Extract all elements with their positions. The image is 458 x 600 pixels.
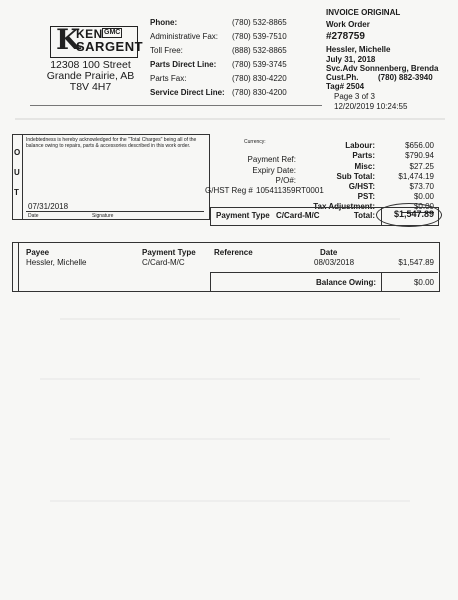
payee-header: Payee	[26, 248, 50, 257]
gst-reg-label: G/HST Reg #	[205, 186, 253, 195]
service-direct-value: (780) 830-4200	[232, 88, 287, 97]
address-line-2: Grande Prairie, AB	[46, 70, 135, 82]
date-label: Date	[28, 213, 39, 219]
scan-artifact	[50, 500, 410, 502]
gst-label: G/HST:	[348, 182, 375, 191]
address-line-1: 12308 100 Street	[50, 59, 131, 71]
toll-free-value: (888) 532-8865	[232, 46, 287, 55]
logo-brand-top: KEN	[76, 27, 103, 41]
gst-value: $73.70	[409, 182, 434, 191]
logo-brand-bottom: SARGENT	[76, 39, 144, 54]
payment-type-header: Payment Type	[142, 248, 196, 257]
tax-adjustment-value: $0.00	[413, 202, 434, 211]
header-divider	[30, 105, 322, 106]
balance-left-rule	[210, 272, 211, 291]
reference-header: Reference	[214, 248, 253, 257]
parts-direct-value: (780) 539-3745	[232, 60, 287, 69]
payee-name: Hessler, Michelle	[26, 258, 87, 267]
logo-k-mark: K	[56, 23, 81, 56]
tag-number: Tag# 2504	[326, 82, 365, 91]
out-box-divider	[22, 134, 23, 220]
service-advisor: Svc.Adv Sonnenberg, Brenda	[326, 64, 439, 73]
phone-label: Phone:	[150, 18, 178, 27]
gst-reg-number: 105411359RT0001	[256, 186, 324, 195]
dealer-address	[28, 60, 153, 93]
address-line-3: T8V 4H7	[69, 81, 112, 93]
parts-direct-label: Parts Direct Line:	[150, 60, 217, 69]
signature-line	[26, 211, 204, 212]
payment-type-cell: C/Card-M/C	[142, 258, 185, 267]
cust-phone-label: Cust.Ph.	[326, 73, 359, 82]
payment-type-value: C/Card-M/C	[276, 211, 320, 220]
labour-label: Labour:	[345, 141, 375, 150]
invoice-date: July 31, 2018	[326, 55, 376, 64]
parts-label: Parts:	[352, 151, 375, 160]
indebtedness-text: Indebtedness is hereby acknowledged for the "Total Charges" being all of the balance owing to repairs, parts & accessories described in this work order.	[26, 137, 197, 149]
scan-artifact	[40, 378, 420, 380]
balance-owing-value: $0.00	[413, 278, 434, 287]
scan-artifact	[60, 318, 400, 320]
po-number-label: P/O#:	[275, 176, 296, 185]
total-value: $1,547.89	[393, 209, 434, 219]
invoice-heading: INVOICE ORIGINAL	[326, 8, 401, 17]
service-direct-label: Service Direct Line:	[150, 88, 225, 97]
admin-fax-label: Administrative Fax:	[150, 32, 219, 41]
currency-label: Currency:	[244, 139, 266, 145]
total-label: Total:	[353, 211, 375, 220]
toll-free-label: Toll Free:	[150, 46, 183, 55]
labour-value: $656.00	[405, 141, 434, 150]
parts-value: $790.94	[405, 151, 434, 160]
admin-fax-value: (780) 539-7510	[232, 32, 287, 41]
invoice-customer: Hessler, Michelle	[326, 45, 391, 54]
payment-ref-label: Payment Ref:	[247, 155, 296, 164]
out-letter-t: T	[14, 188, 19, 197]
subtotal-label: Sub Total:	[336, 172, 375, 181]
tax-adjustment-label: Tax Adjustment:	[313, 202, 375, 211]
handwritten-total-circle	[376, 203, 442, 227]
work-order-label: Work Order	[326, 20, 370, 29]
scan-artifact	[70, 438, 390, 440]
balance-top-rule	[210, 272, 438, 273]
parts-fax-label: Parts Fax:	[150, 74, 187, 83]
misc-label: Misc:	[354, 162, 375, 171]
cust-phone-value: (780) 882-3940	[378, 73, 433, 82]
signature-date: 07/31/2018	[28, 202, 69, 211]
balance-divider	[381, 272, 382, 291]
logo-gmc-badge: GMC	[104, 29, 121, 36]
pst-label: PST:	[357, 192, 375, 201]
printed-timestamp: 12/20/2019 10:24:55	[334, 102, 408, 111]
page-number: Page 3 of 3	[334, 92, 375, 101]
parts-fax-value: (780) 830-4220	[232, 74, 287, 83]
misc-value: $27.25	[409, 162, 434, 171]
payment-type-label: Payment Type	[216, 211, 270, 220]
subtotal-value: $1,474.19	[398, 172, 434, 181]
work-order-number: #278759	[326, 31, 365, 42]
signature-label: Signature	[92, 213, 114, 219]
phone-value: (780) 532-8865	[232, 18, 287, 27]
pst-value: $0.00	[413, 192, 434, 201]
payment-table-left-rule	[18, 243, 19, 292]
scan-artifact	[15, 118, 445, 120]
balance-owing-label: Balance Owing:	[316, 278, 377, 287]
out-letter-o: O	[14, 148, 21, 157]
out-letter-u: U	[14, 168, 20, 177]
expiry-date-label: Expiry Date:	[252, 166, 296, 175]
payment-amount-cell: $1,547.89	[398, 258, 434, 267]
payment-date-cell: 08/03/2018	[314, 258, 355, 267]
date-header: Date	[320, 248, 338, 257]
